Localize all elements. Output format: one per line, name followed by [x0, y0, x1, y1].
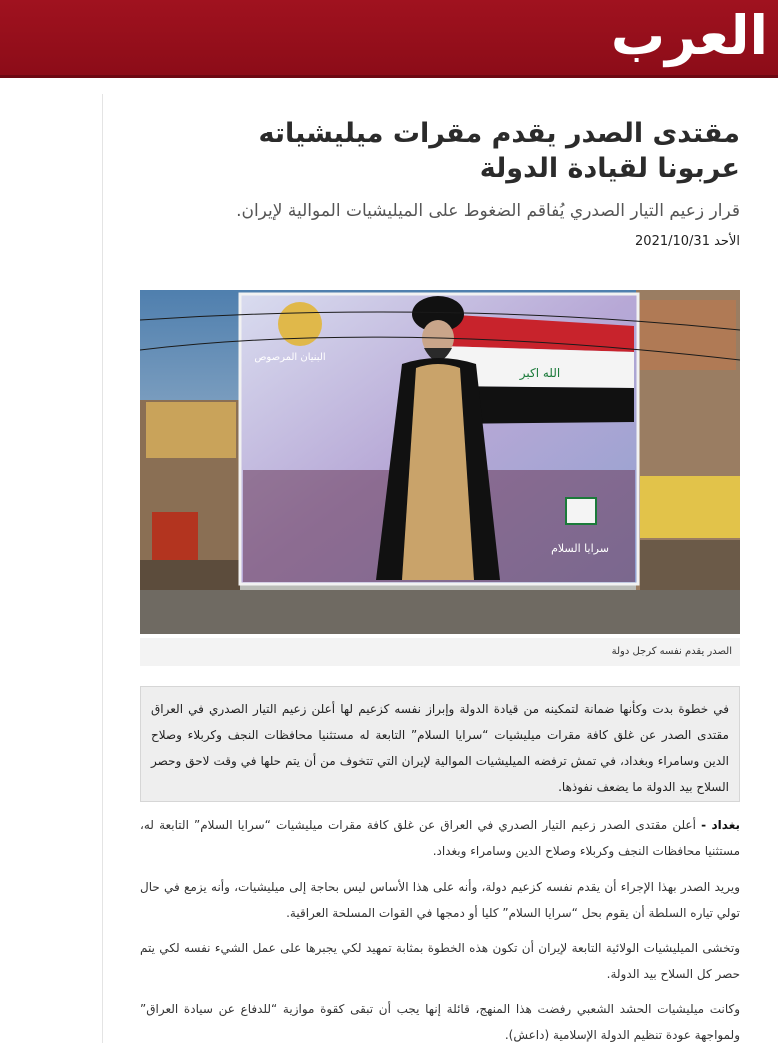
site-header — [0, 0, 778, 78]
billboard-badge — [566, 498, 596, 524]
body-paragraph: وكانت ميليشيات الحشد الشعبي رفضت هذا المنهج، قائلة إنها يجب أن تبقى كقوة موازية “للدفاع عن سيادة العراق” ولمواجهة عودة تنظيم الدولة الإسلامية (داعش). — [140, 1002, 740, 1042]
shop-sign-left — [146, 402, 236, 458]
building-right-top — [640, 300, 736, 370]
shop-window-left — [152, 512, 198, 562]
article-photo — [140, 290, 740, 634]
billboard-illustration — [140, 290, 740, 634]
billboard-logo-text: البنيان المرصوص — [254, 352, 326, 363]
shop-sign-right — [640, 476, 740, 538]
lead-box — [140, 686, 740, 802]
body-paragraph-text: أعلن مقتدى الصدر زعيم التيار الصدري في العراق عن غلق كافة مقرات ميليشيات “سرايا السلام” التابعة له، مستثنيا محافظات النجف وكربلاء وصلاح الدين وسامراء وبغداد. — [140, 818, 740, 858]
billboard-bottom-text: سرايا السلام — [551, 542, 609, 555]
street — [140, 590, 740, 634]
column-divider — [102, 94, 103, 1043]
body-paragraph: ويريد الصدر بهذا الإجراء أن يقدم نفسه كزعيم دولة، وأنه على هذا الأساس ليس بحاجة إلى ميليشيات، وأنه يزمع في حال تولي تياره السلطة أن يقوم بحل “سرايا السلام” كليا أو دمجها في القوات المسلحة العراقية. — [140, 880, 740, 920]
body-paragraph: وتخشى الميليشيات الولائية التابعة لإيران أن تكون هذه الخطوة بمثابة تمهيد لكي يجبرها على عمل الشيء نفسه لكي يتم حصر كل السلاح بيد الدولة. — [140, 941, 740, 981]
photo-caption-bar — [140, 638, 740, 666]
dateline: بغداد - — [701, 818, 741, 832]
body-paragraph — [140, 812, 740, 864]
article-title: مقتدى الصدر يقدم مقرات ميليشياته عربونا لقيادة الدولة — [258, 118, 740, 184]
site-logo[interactable]: العرب — [610, 4, 768, 67]
flag-text: الله اكبر — [519, 366, 561, 380]
billboard-emblem — [278, 302, 322, 346]
article-subtitle: قرار زعيم التيار الصدري يُفاقم الضغوط على الميليشيات الموالية لإيران. — [236, 201, 740, 221]
photo-caption: الصدر يقدم نفسه كرجل دولة — [611, 646, 732, 657]
lead-paragraph: في خطوة بدت وكأنها ضمانة لتمكينه من قيادة الدولة وإبراز نفسه كزعيم لها أعلن زعيم التيار الصدري في العراق مقتدى الصدر عن غلق كافة مقرات ميليشيات “سرايا السلام” التابعة له مستثنيا محافظات النجف وكربلاء وصلاح الدين وسامراء وبغداد، في تمش ترفضه الميليشيات الموالية لإيران التي تتخوف من أن يتم حلها في وقت لاحق وحصر السلاح بيد الدولة ما يضعف نفوذها. — [151, 702, 729, 794]
article-date: الأحد 2021/10/31 — [635, 234, 740, 249]
